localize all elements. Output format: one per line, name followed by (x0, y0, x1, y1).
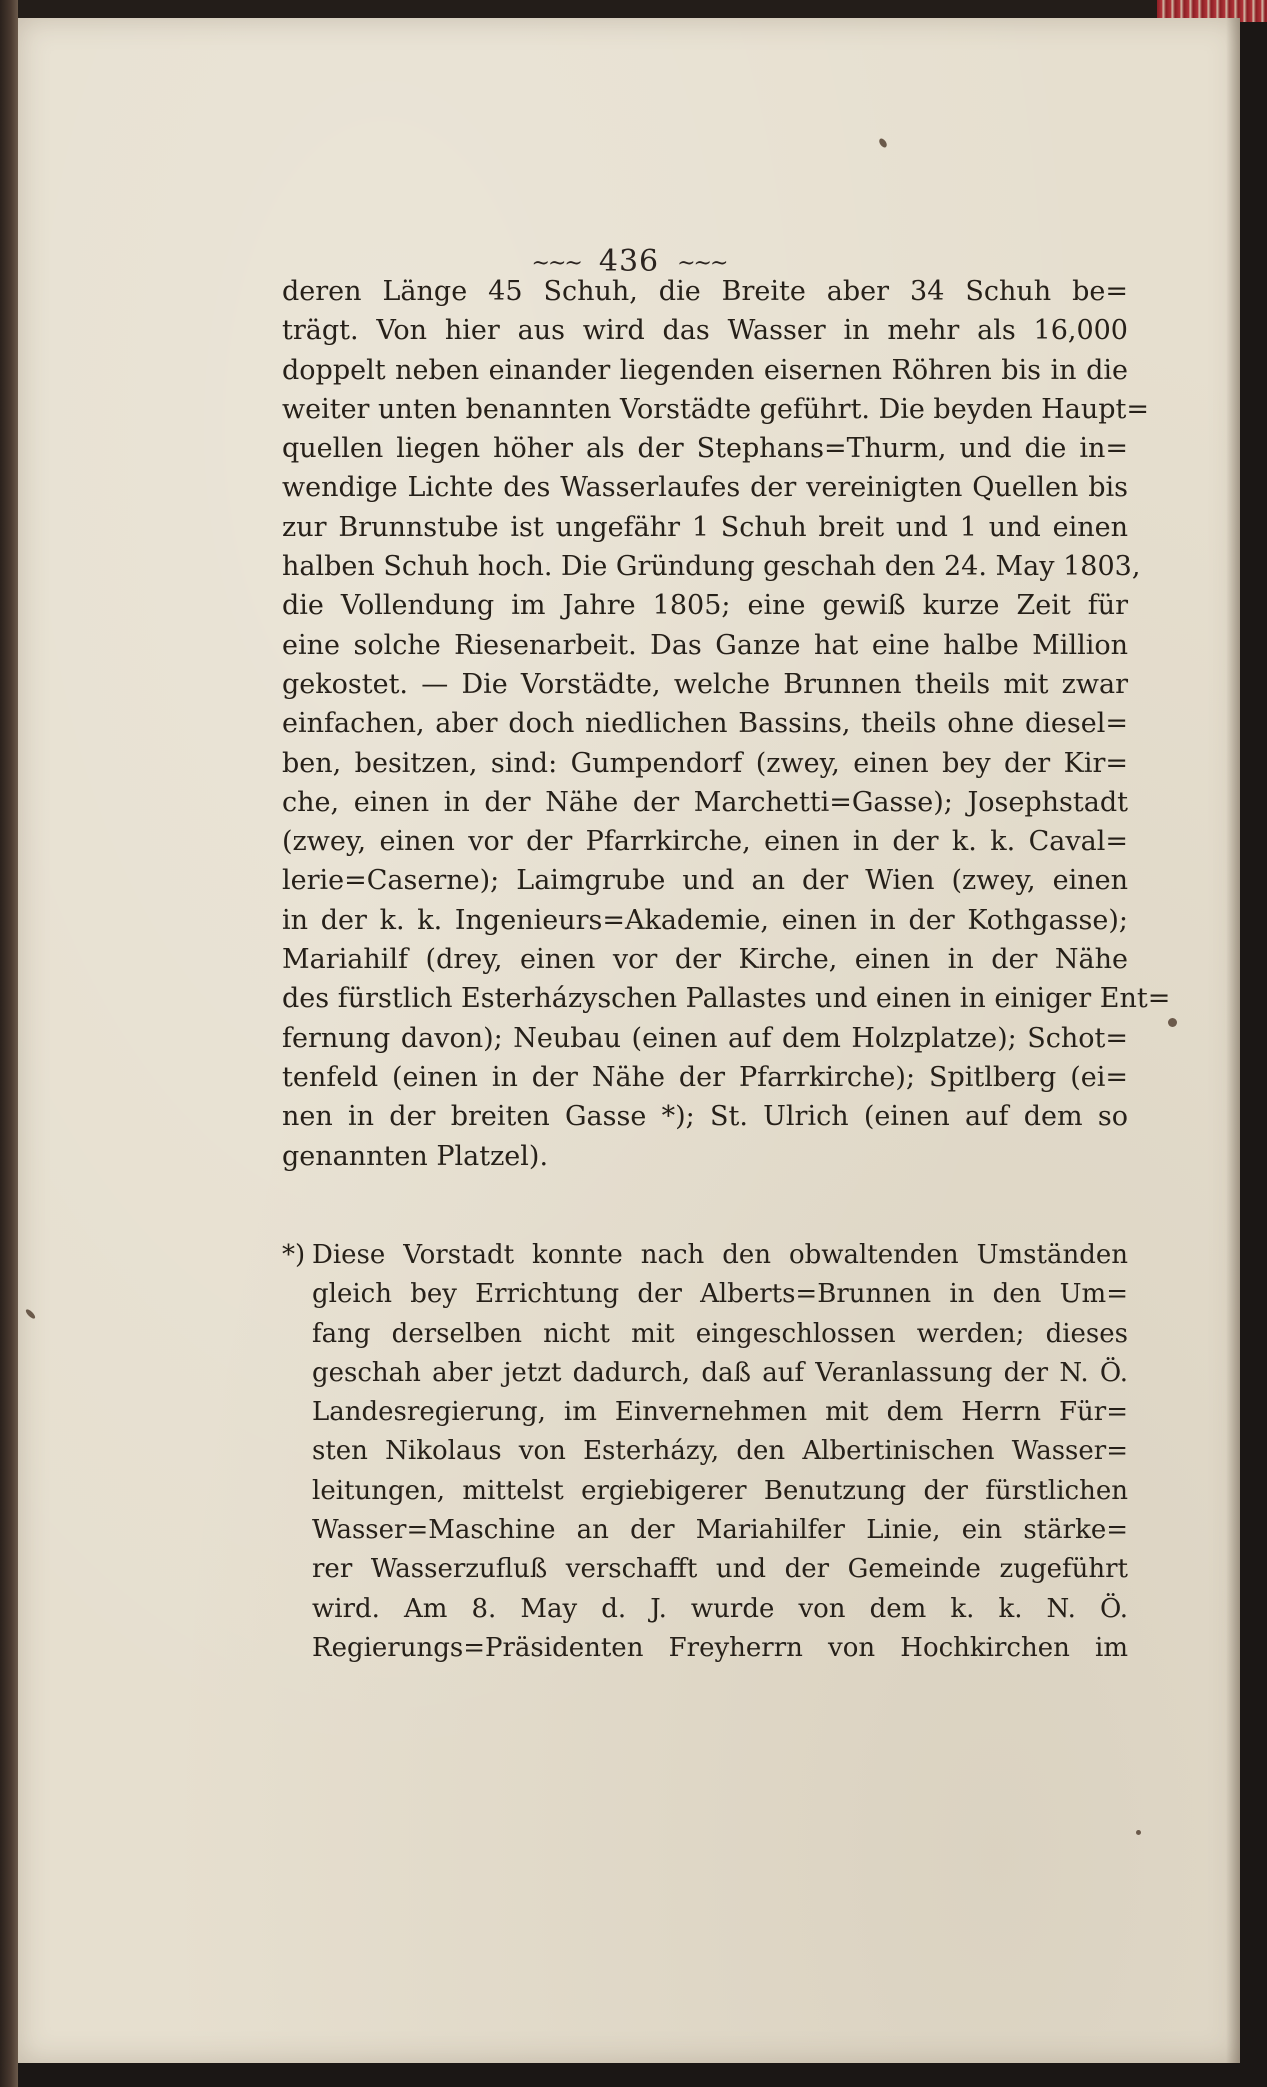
text-line: weiter unten benannten Vorstädte geführt. Die beyden Haupt= (282, 393, 1149, 425)
footnote-line: Regierungs=Präsidenten Freyherrn von Hochkirchen im (312, 1632, 1128, 1663)
text-line: des fürstlich Esterházyschen Pallastes und einen in einiger Ent= (282, 983, 1171, 1015)
footnote-line (282, 1236, 1128, 1275)
text-line: gekostet. — Die Vorstädte, welche Brunnen theils mit zwar (282, 668, 1128, 700)
text-line: die Vollendung im Jahre 1805; eine gewiß kurze Zeit für (282, 590, 1128, 622)
footnote-line: fang derselben nicht mit eingeschlossen werden; dieses (312, 1318, 1128, 1349)
text-line: eine solche Riesenarbeit. Das Ganze hat eine halbe Million (282, 629, 1128, 661)
ornament-right: ~~~ (677, 250, 727, 276)
paper-speck (878, 137, 889, 149)
page-edge-shadow (1226, 18, 1240, 2063)
text-line: einfachen, aber doch niedlichen Bassins, theils ohne diesel= (282, 708, 1128, 740)
footnote-line: Landesregierung, im Einvernehmen mit dem Herrn Für= (312, 1397, 1128, 1428)
footnote-line: Wasser=Maschine an der Mariahilfer Linie, ein stärke= (312, 1515, 1128, 1546)
text-line: deren Länge 45 Schuh, die Breite aber 34 Schuh be= (282, 276, 1128, 307)
text-line: Mariahilf (drey, einen vor der Kirche, einen in der Nähe (282, 944, 1128, 976)
footnote-line: sten Nikolaus von Esterházy, den Albertinischen Wasser= (312, 1436, 1128, 1467)
text-line: doppelt neben einander liegenden eisernen Röhren bis in die (282, 354, 1128, 386)
footnote-line: geschah aber jetzt dadurch, daß auf Veranlassung der N. Ö. (312, 1357, 1128, 1388)
text-line: trägt. Von hier aus wird das Wasser in mehr als 16,000 (282, 315, 1128, 347)
text-line: nen in der breiten Gasse *); St. Ulrich (einen auf dem so (282, 1101, 1128, 1133)
paper-speck (1168, 1018, 1177, 1027)
text-line: ben, besitzen, sind: Gumpendorf (zwey, einen bey der Kir= (282, 747, 1128, 779)
footnote-line-text: Diese Vorstadt konnte nach den obwaltenden Umständen (312, 1240, 1128, 1270)
text-line: tenfeld (einen in der Nähe der Pfarrkirche); Spitlberg (ei= (282, 1061, 1128, 1093)
text-line: in der k. k. Ingenieurs=Akademie, einen in der Kothgasse); (282, 904, 1128, 936)
footnote-line: gleich bey Errichtung der Alberts=Brunnen in den Um= (312, 1279, 1128, 1310)
main-text-block (282, 272, 1171, 1176)
text-line: quellen liegen höher als der Stephans=Thurm, und die in= (282, 433, 1128, 465)
scan-top-edge (0, 0, 1267, 20)
book-spine-edge (0, 0, 18, 2087)
footnote-line: rer Wasserzufluß verschafft und der Gemeinde zugeführt (312, 1554, 1128, 1585)
text-line: fernung davon); Neubau (einen auf dem Holzplatze); Schot= (282, 1022, 1128, 1054)
paper-speck (24, 1308, 36, 1320)
text-line: wendige Lichte des Wasserlaufes der vereinigten Quellen bis (282, 472, 1128, 504)
footnote-block (282, 1236, 1128, 1668)
ornament-left: ~~~ (531, 250, 581, 276)
footnote-marker: *) (282, 1240, 306, 1270)
footnote-line: wird. Am 8. May d. J. wurde von dem k. k. N. Ö. (312, 1593, 1128, 1624)
text-line: genannten Platzel). (282, 1140, 549, 1172)
text-line: zur Brunnstube ist ungefähr 1 Schuh breit und 1 und einen (282, 511, 1128, 543)
footnote-line: leitungen, mittelst ergiebigerer Benutzung der fürstlichen (312, 1475, 1128, 1506)
page-number: 436 (598, 244, 660, 279)
text-line: lerie=Caserne); Laimgrube und an der Wien (zwey, einen (282, 865, 1128, 897)
paper-speck (1136, 1830, 1141, 1835)
text-line: (zwey, einen vor der Pfarrkirche, einen in der k. k. Caval= (282, 826, 1128, 858)
text-line: halben Schuh hoch. Die Gründung geschah den 24. May 1803, (282, 551, 1141, 583)
text-line: che, einen in der Nähe der Marchetti=Gasse); Josephstadt (282, 786, 1128, 818)
